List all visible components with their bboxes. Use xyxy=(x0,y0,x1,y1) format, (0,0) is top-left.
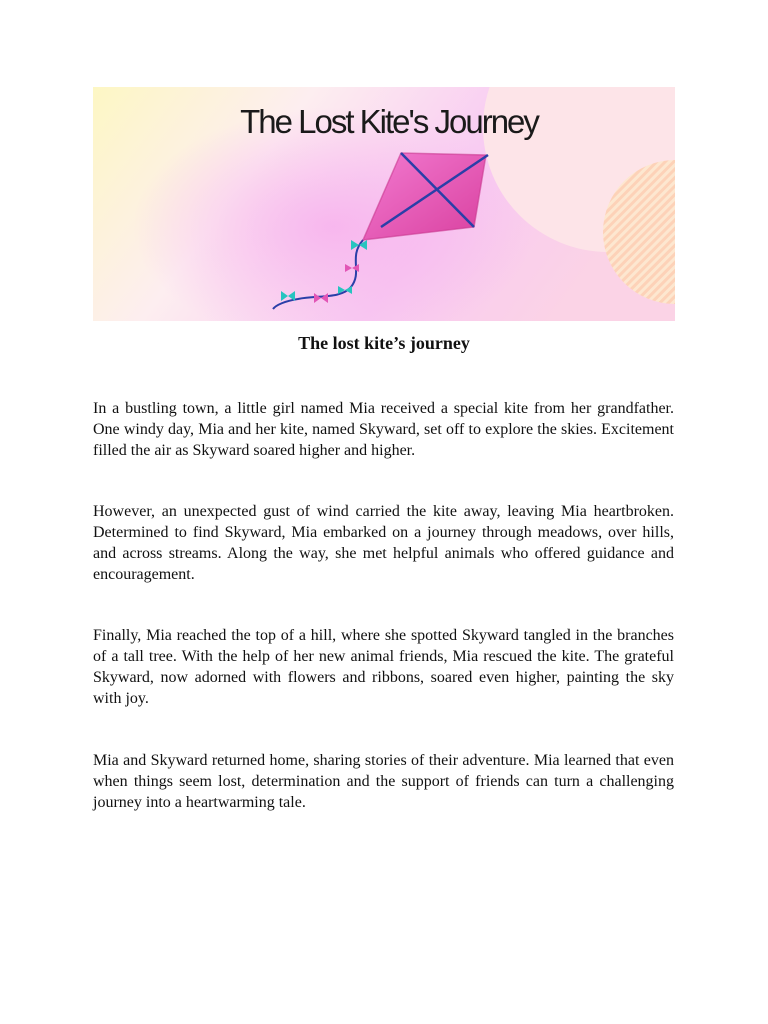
title-banner xyxy=(93,87,675,321)
story-title: The lost kite’s journey xyxy=(298,333,470,353)
story-paragraph-1: In a bustling town, a little girl named Mia received a special kite from her grandfather. One windy day, Mia and her kite, named Skyward, set off to explore the skies. Excitement filled the air as Skyward soared higher and higher. xyxy=(93,400,674,459)
story-paragraph-4: Mia and Skyward returned home, sharing stories of their adventure. Mia learned that even when things seem lost, determination and the support of friends can turn a challenging journey into a heartwarming tale. xyxy=(93,752,674,811)
story-paragraph-3: Finally, Mia reached the top of a hill, where she spotted Skyward tangled in the branches of a tall tree. With the help of her new animal friends, Mia rescued the kite. The grateful Skyward, now adorned with flowers and ribbons, soared even higher, painting the sky with joy. xyxy=(93,627,674,707)
story-paragraph-2: However, an unexpected gust of wind carried the kite away, leaving Mia heartbroken. Determined to find Skyward, Mia embarked on a journey through meadows, over hills, and across streams. Along the way, she met helpful animals who offered guidance and encouragement. xyxy=(93,503,674,583)
banner-title: The Lost Kite's Journey xyxy=(240,103,538,140)
